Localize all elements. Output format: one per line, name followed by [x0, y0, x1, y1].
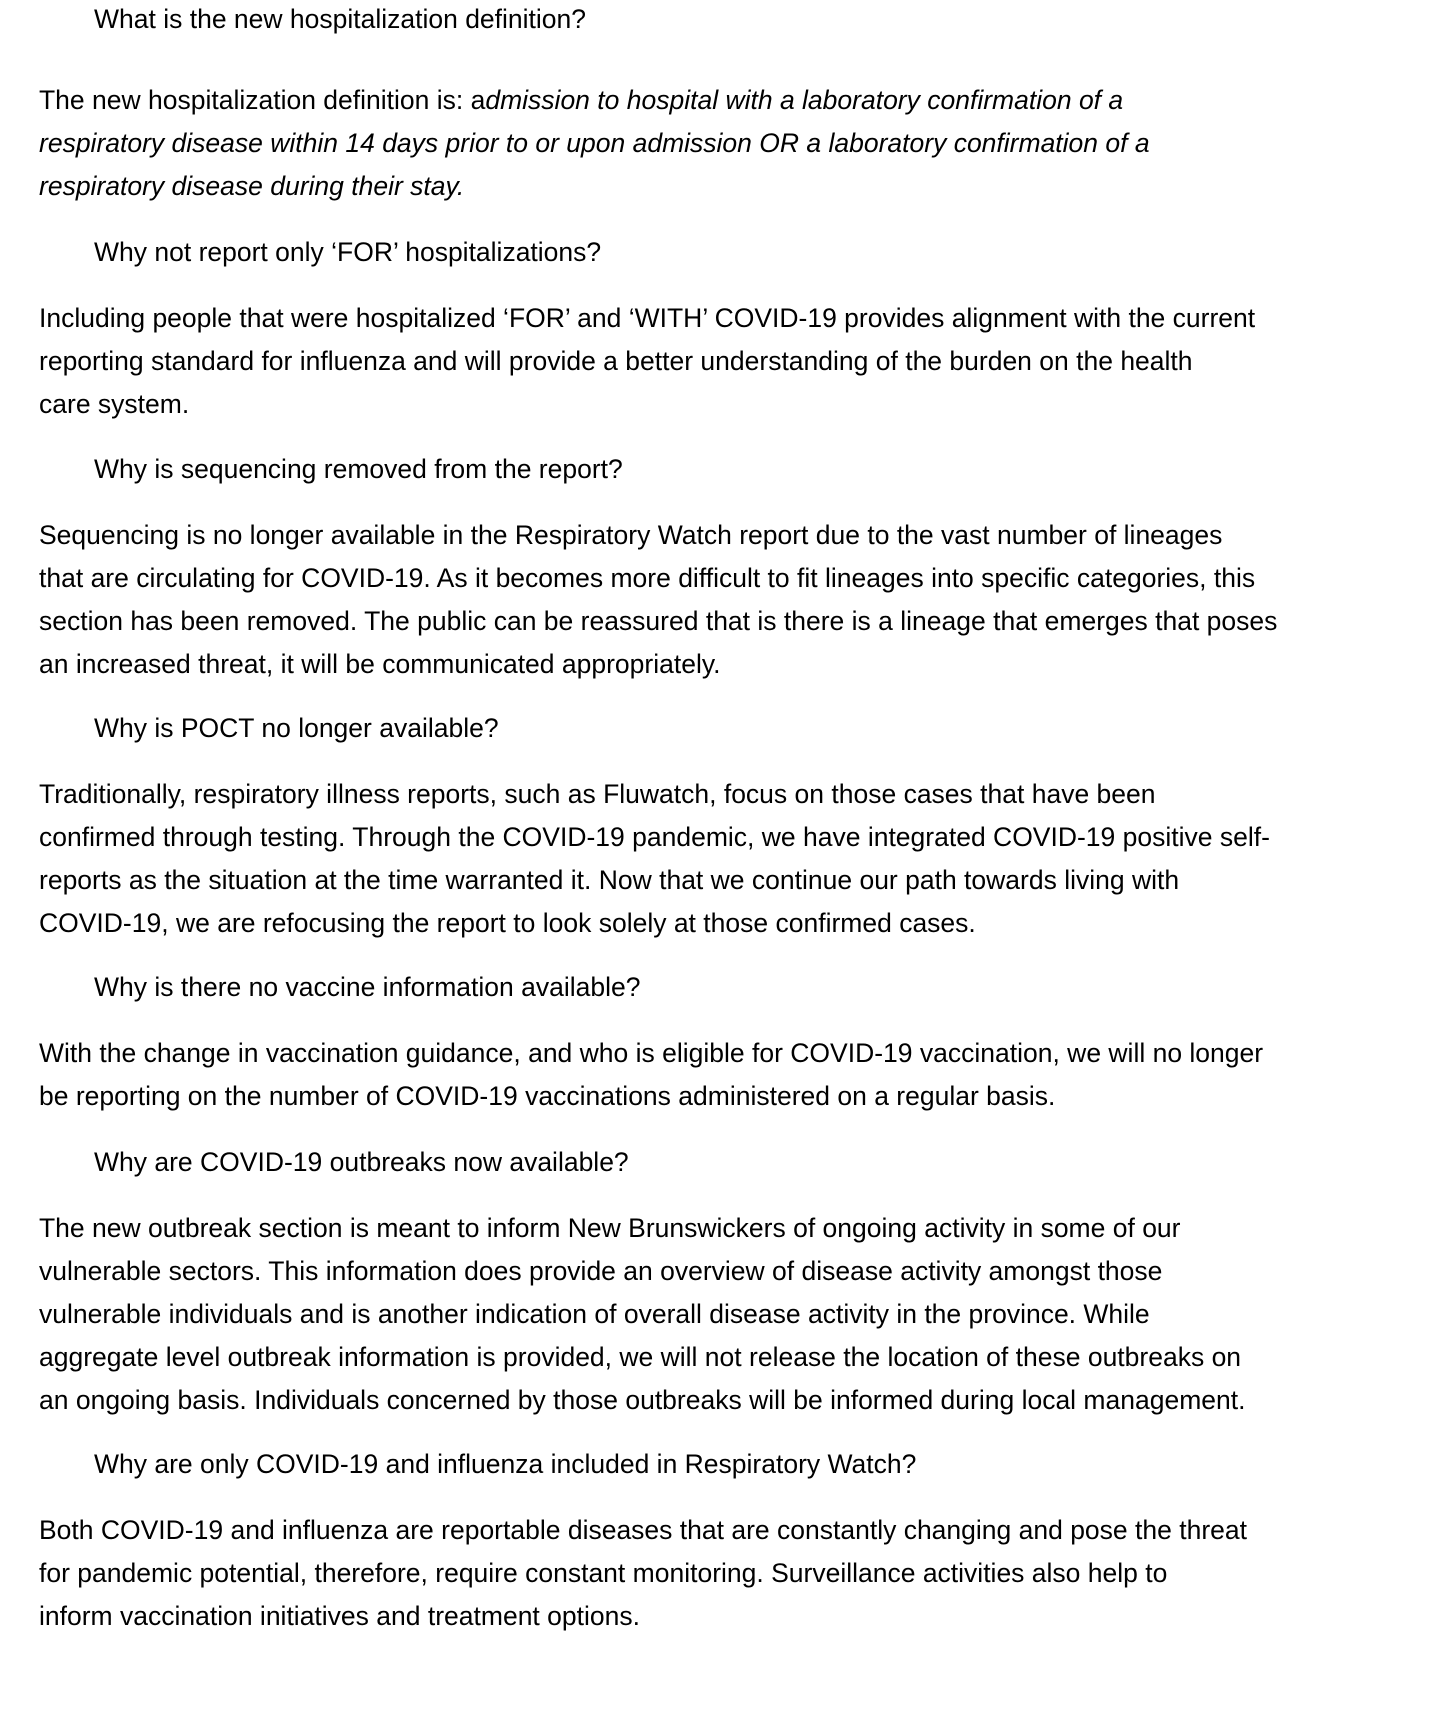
answer-line: care system.	[39, 389, 190, 419]
faq-answer-for-hospitalizations	[39, 297, 1439, 426]
faq-answer-diseases-included	[39, 1509, 1439, 1638]
answer-line: aggregate level outbreak information is provided, we will not release the location of these outbreaks on	[39, 1342, 1242, 1372]
answer-line: confirmed through testing. Through the COVID-19 pandemic, we have integrated COVID-19 positive self-	[39, 822, 1270, 852]
answer-line: respiratory disease within 14 days prior to or upon admission OR a laboratory confirmation of a	[39, 128, 1150, 158]
faq-question-outbreaks: Why are COVID-19 outbreaks now available?	[94, 1147, 629, 1177]
answer-line: Including people that were hospitalized ‘FOR’ and ‘WITH’ COVID-19 provides alignment with the current	[39, 303, 1256, 333]
faq-answer-sequencing	[39, 514, 1439, 686]
answer-line: be reporting on the number of COVID-19 vaccinations administered on a regular basis.	[39, 1081, 1056, 1111]
faq-question-for-hospitalizations: Why not report only ‘FOR’ hospitalizations?	[94, 237, 602, 267]
faq-answer-hospitalization-definition	[39, 79, 1439, 208]
answer-line: Traditionally, respiratory illness reports, such as Fluwatch, focus on those cases that have been	[39, 779, 1156, 809]
faq-answer-vaccine-information	[39, 1032, 1439, 1118]
answer-line: for pandemic potential, therefore, require constant monitoring. Surveillance activities also help to	[39, 1558, 1168, 1588]
answer-line: COVID-19, we are refocusing the report to look solely at those confirmed cases.	[39, 908, 976, 938]
answer-line: section has been removed. The public can be reassured that is there is a lineage that emerges that poses	[39, 606, 1278, 636]
answer-line: The new outbreak section is meant to inform New Brunswickers of ongoing activity in some of our	[39, 1213, 1181, 1243]
faq-answer-outbreaks	[39, 1207, 1439, 1422]
answer-line: With the change in vaccination guidance, and who is eligible for COVID-19 vaccination, we will no longer	[39, 1038, 1264, 1068]
answer-text: The new hospitalization definition is: a	[39, 85, 486, 115]
answer-line: an ongoing basis. Individuals concerned by those outbreaks will be informed during local management.	[39, 1385, 1246, 1415]
faq-question-sequencing: Why is sequencing removed from the report?	[94, 454, 623, 484]
faq-question-vaccine-information: Why is there no vaccine information available?	[94, 972, 641, 1002]
answer-line: vulnerable sectors. This information does provide an overview of disease activity amongst those	[39, 1256, 1163, 1286]
faq-question-hospitalization-definition: What is the new hospitalization definition?	[94, 4, 587, 34]
answer-line: reporting standard for influenza and will provide a better understanding of the burden on the health	[39, 346, 1193, 376]
answer-line: reports as the situation at the time warranted it. Now that we continue our path towards living with	[39, 865, 1180, 895]
faq-question-poct: Why is POCT no longer available?	[94, 713, 499, 743]
faq-question-diseases-included: Why are only COVID-19 and influenza included in Respiratory Watch?	[94, 1449, 917, 1479]
faq-answer-poct	[39, 773, 1439, 945]
answer-line: that are circulating for COVID-19. As it becomes more difficult to fit lineages into specific categories, this	[39, 563, 1256, 593]
answer-line: an increased threat, it will be communicated appropriately.	[39, 649, 721, 679]
answer-line: Both COVID-19 and influenza are reportable diseases that are constantly changing and pose the threat	[39, 1515, 1247, 1545]
answer-line: Sequencing is no longer available in the Respiratory Watch report due to the vast number of lineages	[39, 520, 1223, 550]
answer-line: respiratory disease during their stay.	[39, 171, 465, 201]
answer-line: inform vaccination initiatives and treatment options.	[39, 1601, 640, 1631]
answer-line	[39, 79, 1439, 122]
answer-italic-text: dmission to hospital with a laboratory confirmation of a	[485, 85, 1124, 115]
answer-line: vulnerable individuals and is another indication of overall disease activity in the province. While	[39, 1299, 1150, 1329]
